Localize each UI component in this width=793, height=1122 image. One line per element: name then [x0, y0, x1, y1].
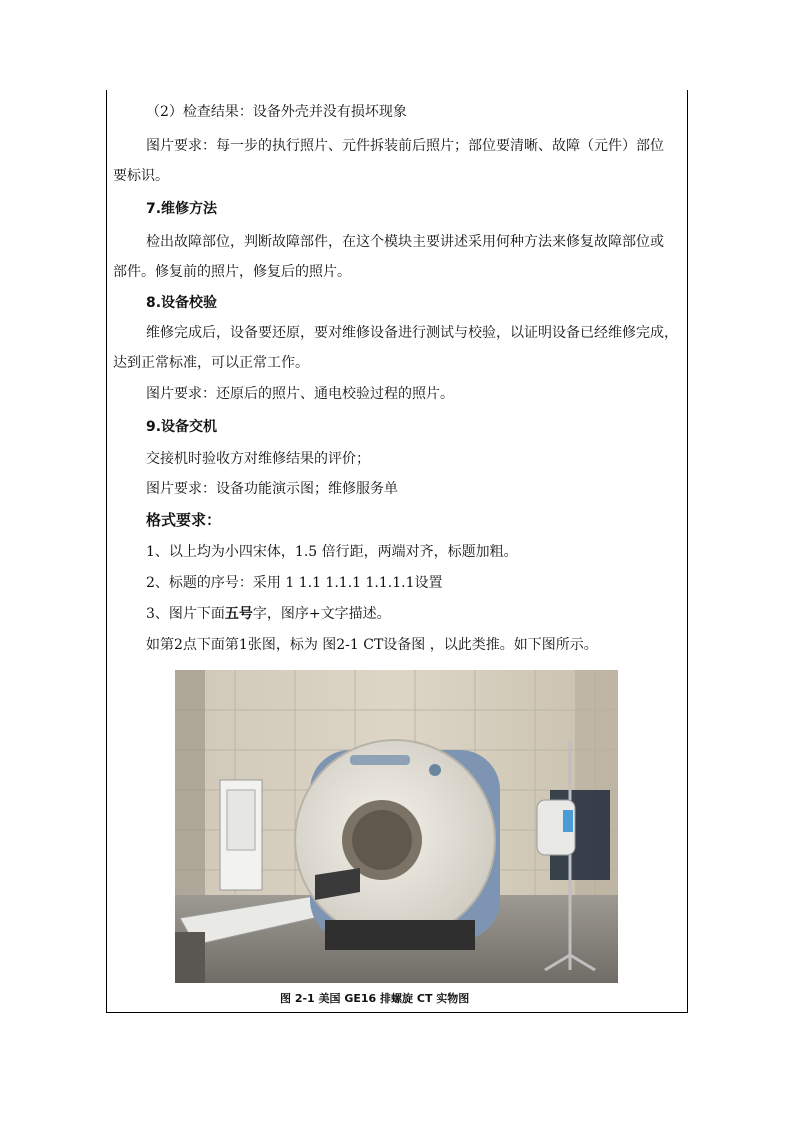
figure-caption: 图 2-1 美国 GE16 排螺旋 CT 实物图: [280, 992, 470, 1005]
format-rule-3: [146, 605, 391, 623]
section-9-body: 交接机时验收方对维修结果的评价；: [146, 451, 370, 467]
section-8-title: 8.设备校验: [146, 295, 218, 311]
format-rule-3-suffix: 字，图序+文字描述。: [252, 606, 391, 622]
format-title: 格式要求：: [146, 511, 222, 529]
ct-scanner-photo: [175, 670, 618, 983]
section-8-body-2: 达到正常标准，可以正常工作。: [113, 355, 309, 371]
section-8-body-1: 维修完成后，设备要还原，要对维修设备进行测试与校验，以证明设备已经维修完成，: [146, 325, 678, 341]
section-7-body-1: 检出故障部位，判断故障部件，在这个模块主要讲述采用何种方法来修复故障部位或: [146, 234, 664, 250]
check-result-line: （2）检查结果：设备外壳并没有损坏现象: [146, 104, 407, 120]
section-8-photo-requirement: 图片要求：还原后的照片、通电校验过程的照片。: [146, 386, 454, 402]
format-rule-4: 如第2点下面第1张图，标为 图2-1 CT设备图 ，以此类推。如下图所示。: [146, 637, 598, 653]
format-rule-3-prefix: 3、图片下面: [146, 606, 225, 622]
format-rule-3-bold: 五号: [224, 606, 253, 622]
format-rule-2: 2、标题的序号：采用 1 1.1 1.1.1 1.1.1.1设置: [146, 575, 443, 591]
section-9-title: 9.设备交机: [146, 419, 218, 435]
photo-requirement-line-1: 图片要求：每一步的执行照片、元件拆装前后照片；部位要清晰、故障（元件）部位: [146, 138, 664, 154]
section-9-photo-requirement: 图片要求：设备功能演示图；维修服务单: [146, 481, 398, 497]
section-7-title: 7.维修方法: [146, 201, 218, 217]
section-7-body-2: 部件。修复前的照片，修复后的照片。: [113, 264, 351, 280]
photo-requirement-line-2: 要标识。: [113, 168, 169, 184]
ct-scanner-illustration: [175, 670, 618, 983]
format-rule-1: 1、以上均为小四宋体，1.5 倍行距，两端对齐，标题加粗。: [146, 544, 518, 560]
